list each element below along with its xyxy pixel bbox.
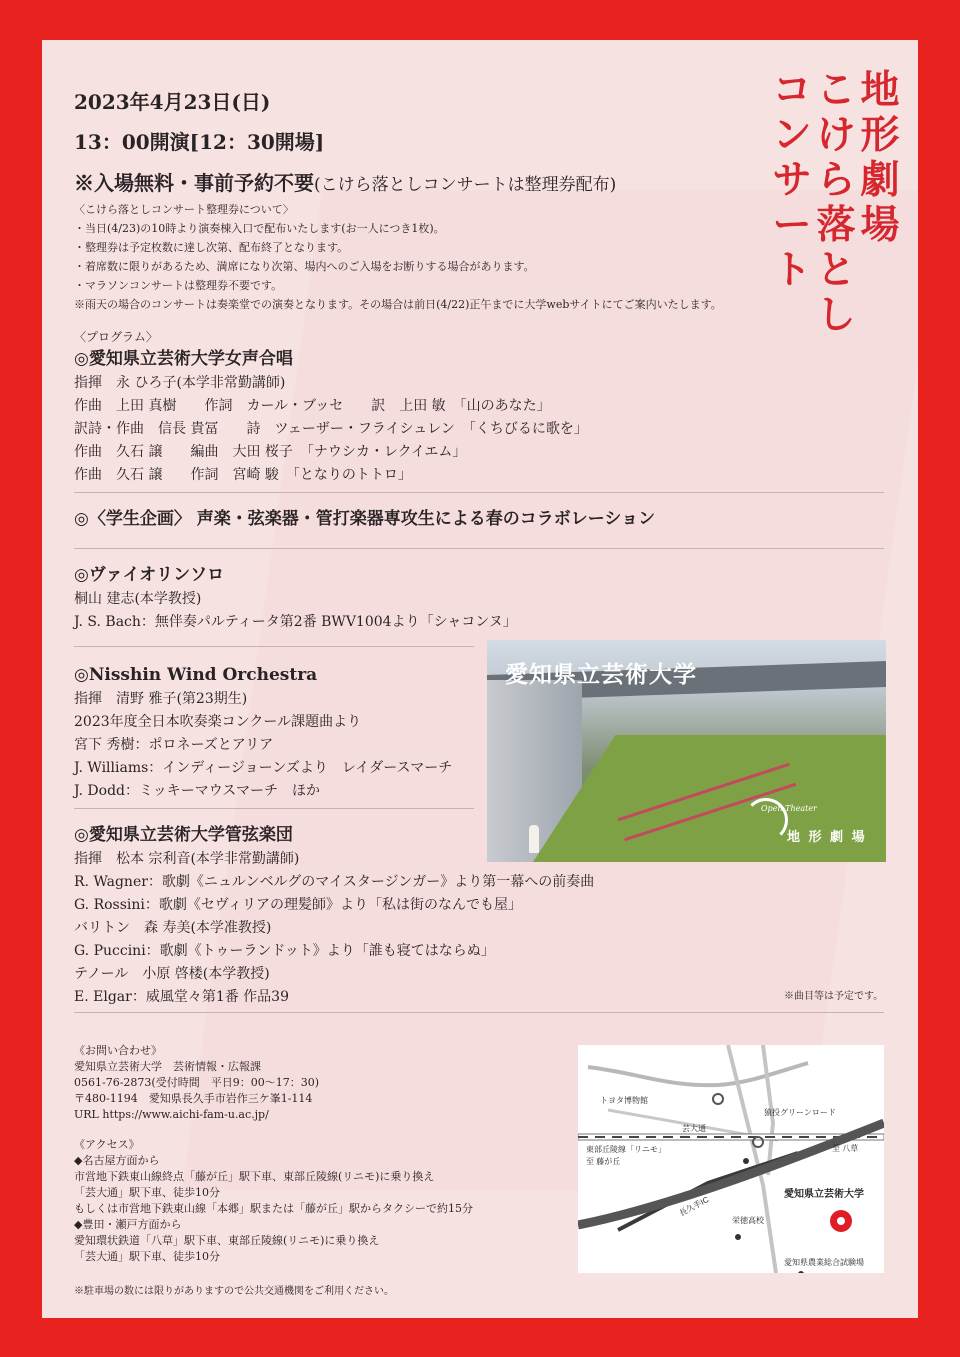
university-logo-text: 愛知県立芸術大学 [505, 661, 697, 687]
title-char: 地 [860, 67, 900, 113]
title-char: 場 [860, 202, 900, 248]
contact-info [74, 1043, 319, 1123]
note-line: ・整理券は予定枚数に達し次第、配布終了となります。 [74, 241, 349, 254]
section-line: 作曲 上田 真樹 作詞 カール・ブッセ 訳 上田 敏 「山のあなた」 [74, 398, 551, 414]
title-char: と [816, 247, 856, 293]
vertical-title [770, 68, 900, 398]
note-line: ・着席数に限りがあるため、満席になり次第、場内へのご入場をお断りする場合があります。 [74, 260, 535, 273]
title-column-1 [860, 68, 900, 248]
section-line: J. Williams：インディージョーンズより レイダースマーチ [74, 760, 453, 776]
contact-url[interactable]: URL https://www.aichi-fam-u.ac.jp/ [74, 1108, 269, 1121]
access-line: ◆豊田・瀬戸方面から [74, 1218, 182, 1231]
section-wind-orchestra [74, 662, 452, 803]
section-line: 宮下 秀樹：ポロネーズとアリア [74, 737, 274, 753]
divider [74, 492, 884, 493]
flyer-paper [42, 40, 918, 1318]
section-title: ◎愛知県立芸術大学管弦楽団 [74, 825, 293, 845]
section-line: 作曲 久石 譲 作詞 宮崎 駿 「となりのトトロ」 [74, 467, 412, 483]
divider [74, 808, 474, 809]
section-choir [74, 346, 588, 487]
title-char: こ [816, 67, 856, 113]
section-title: ◎Nisshin Wind Orchestra [74, 665, 318, 685]
section-line: G. Rossini：歌劇《セヴィリアの理髪師》より「私は街のなんでも屋」 [74, 897, 523, 913]
map-label-school: 栄徳高校 [732, 1216, 764, 1225]
title-char: コ [772, 67, 812, 113]
access-line: 「芸大通」駅下車、徒歩10分 [74, 1186, 220, 1199]
admission-sub: (こけら落としコンサートは整理券配布) [314, 175, 617, 195]
title-column-3 [772, 68, 812, 293]
section-line: バリトン 森 寿美(本学准教授) [74, 920, 272, 936]
title-char: 劇 [860, 157, 900, 203]
contact-line: 0561-76-2873(受付時間 平日9：00～17：30) [74, 1076, 319, 1089]
admission-main: ※入場無料・事前予約不要 [74, 171, 314, 195]
person-figure [529, 825, 539, 853]
divider [74, 1012, 884, 1013]
map-label-agri: 愛知県農業総合試験場 [784, 1258, 864, 1267]
title-char: 落 [816, 202, 856, 248]
title-char: ト [772, 247, 812, 293]
note-line: ※雨天の場合のコンサートは奏楽堂での演奏となります。その場合は前日(4/22)正午までに大学webサイトにてご案内いたします。 [74, 298, 722, 311]
section-line: 訳詩・作曲 信長 貴冨 詩 ツェーザー・フライシュレン 「くちびるに歌を」 [74, 421, 588, 437]
section-line: 作曲 久石 譲 編曲 大田 桜子 「ナウシカ・レクイエム」 [74, 444, 467, 460]
admission-info [74, 167, 616, 196]
section-line: E. Elgar：威風堂々第1番 作品39 [74, 989, 289, 1005]
title-char: し [816, 292, 856, 338]
section-line: 指揮 清野 雅子(第23期生) [74, 691, 248, 707]
map-label-yakusa: 至 八草 [832, 1144, 859, 1153]
note-line: 〈こけら落としコンサート整理券について〉 [74, 203, 294, 216]
map-label-linimo: 東部丘陵線「リニモ」 [586, 1145, 666, 1154]
parking-note: ※駐車場の数には限りがありますので公共交通機関をご利用ください。 [74, 1286, 394, 1297]
event-time: 13：00開演[12：30開場] [74, 130, 325, 154]
program-note: ※曲目等は予定です。 [784, 991, 884, 1002]
stage-name-text: 地 形 劇 場 [787, 830, 867, 845]
ticket-notes [74, 200, 722, 314]
section-line: J. Dodd：ミッキーマウスマーチ ほか [74, 783, 321, 799]
title-column-2 [816, 68, 856, 338]
theater-photo [487, 640, 886, 862]
event-date: 2023年4月23日(日) [74, 90, 271, 114]
access-line: 市営地下鉄東山線終点「藤が丘」駅下車、東部丘陵線(リニモ)に乗り換え [74, 1170, 435, 1183]
title-char: け [816, 112, 856, 158]
title-char: サ [772, 157, 812, 203]
section-line: テノール 小原 啓楼(本学教授) [74, 966, 270, 982]
section-violin-solo [74, 562, 517, 634]
contact-line: 〒480-1194 愛知県長久手市岩作三ケ峯1-114 [74, 1092, 313, 1105]
map-label-university: 愛知県立芸術大学 [784, 1189, 864, 1200]
access-line: 「芸大通」駅下車、徒歩10分 [74, 1250, 220, 1263]
section-line: J. S. Bach：無伴奏パルティータ第2番 BWV1004より「シャコンヌ」 [74, 614, 517, 630]
section-title: ◎愛知県立芸術大学女声合唱 [74, 349, 293, 369]
access-line: ◆名古屋方面から [74, 1154, 160, 1167]
map-roads [578, 1045, 884, 1273]
section-student-project [74, 506, 655, 532]
access-line: 《アクセス》 [74, 1138, 140, 1151]
section-line: 2023年度全日本吹奏楽コンクール課題曲より [74, 714, 362, 730]
map-label-sanage: 猿投グリーンロード [764, 1108, 836, 1117]
program-label: 〈プログラム〉 [74, 330, 158, 344]
section-line: 指揮 松本 宗利音(本学非常勤講師) [74, 851, 300, 867]
title-char: 形 [860, 112, 900, 158]
section-title: ◎ヴァイオリンソロ [74, 565, 225, 585]
divider [74, 548, 884, 549]
contact-line: 《お問い合わせ》 [74, 1044, 162, 1057]
section-line: R. Wagner：歌劇《ニュルンベルグのマイスタージンガー》より第一幕への前奏曲 [74, 874, 595, 890]
note-line: ・マラソンコンサートは整理券不要です。 [74, 279, 283, 292]
access-info [74, 1137, 473, 1265]
open-theater-text: Open Theater [761, 804, 817, 813]
note-line: ・当日(4/23)の10時より演奏棟入口で配布いたします(お一人につき1枚)。 [74, 222, 445, 235]
section-line: 指揮 永 ひろ子(本学非常勤講師) [74, 375, 286, 391]
section-line: G. Puccini：歌劇《トゥーランドット》より「誰も寝てはならぬ」 [74, 943, 495, 959]
map-label-fujigaoka: 至 藤が丘 [586, 1157, 621, 1166]
section-line: 桐山 建志(本学教授) [74, 591, 202, 607]
section-title: ◎〈学生企画〉 声楽・弦楽器・管打楽器専攻生による春のコラボレーション [74, 509, 656, 529]
title-char: ン [772, 112, 812, 158]
contact-line: 愛知県立芸術大学 芸術情報・広報課 [74, 1060, 261, 1073]
map-label-geidai: 芸大通 [682, 1124, 706, 1133]
map-label-toyota: トヨタ博物館 [600, 1096, 648, 1105]
title-char: ー [772, 202, 812, 248]
access-map [578, 1045, 884, 1273]
title-char: ら [816, 157, 856, 203]
access-line: 愛知環状鉄道「八草」駅下車、東部丘陵線(リニモ)に乗り換え [74, 1234, 380, 1247]
divider [74, 646, 474, 647]
access-line: もしくは市営地下鉄東山線「本郷」駅または「藤が丘」駅からタクシーで約15分 [74, 1202, 473, 1215]
map-label-ic: 長久手IC [677, 1195, 711, 1218]
